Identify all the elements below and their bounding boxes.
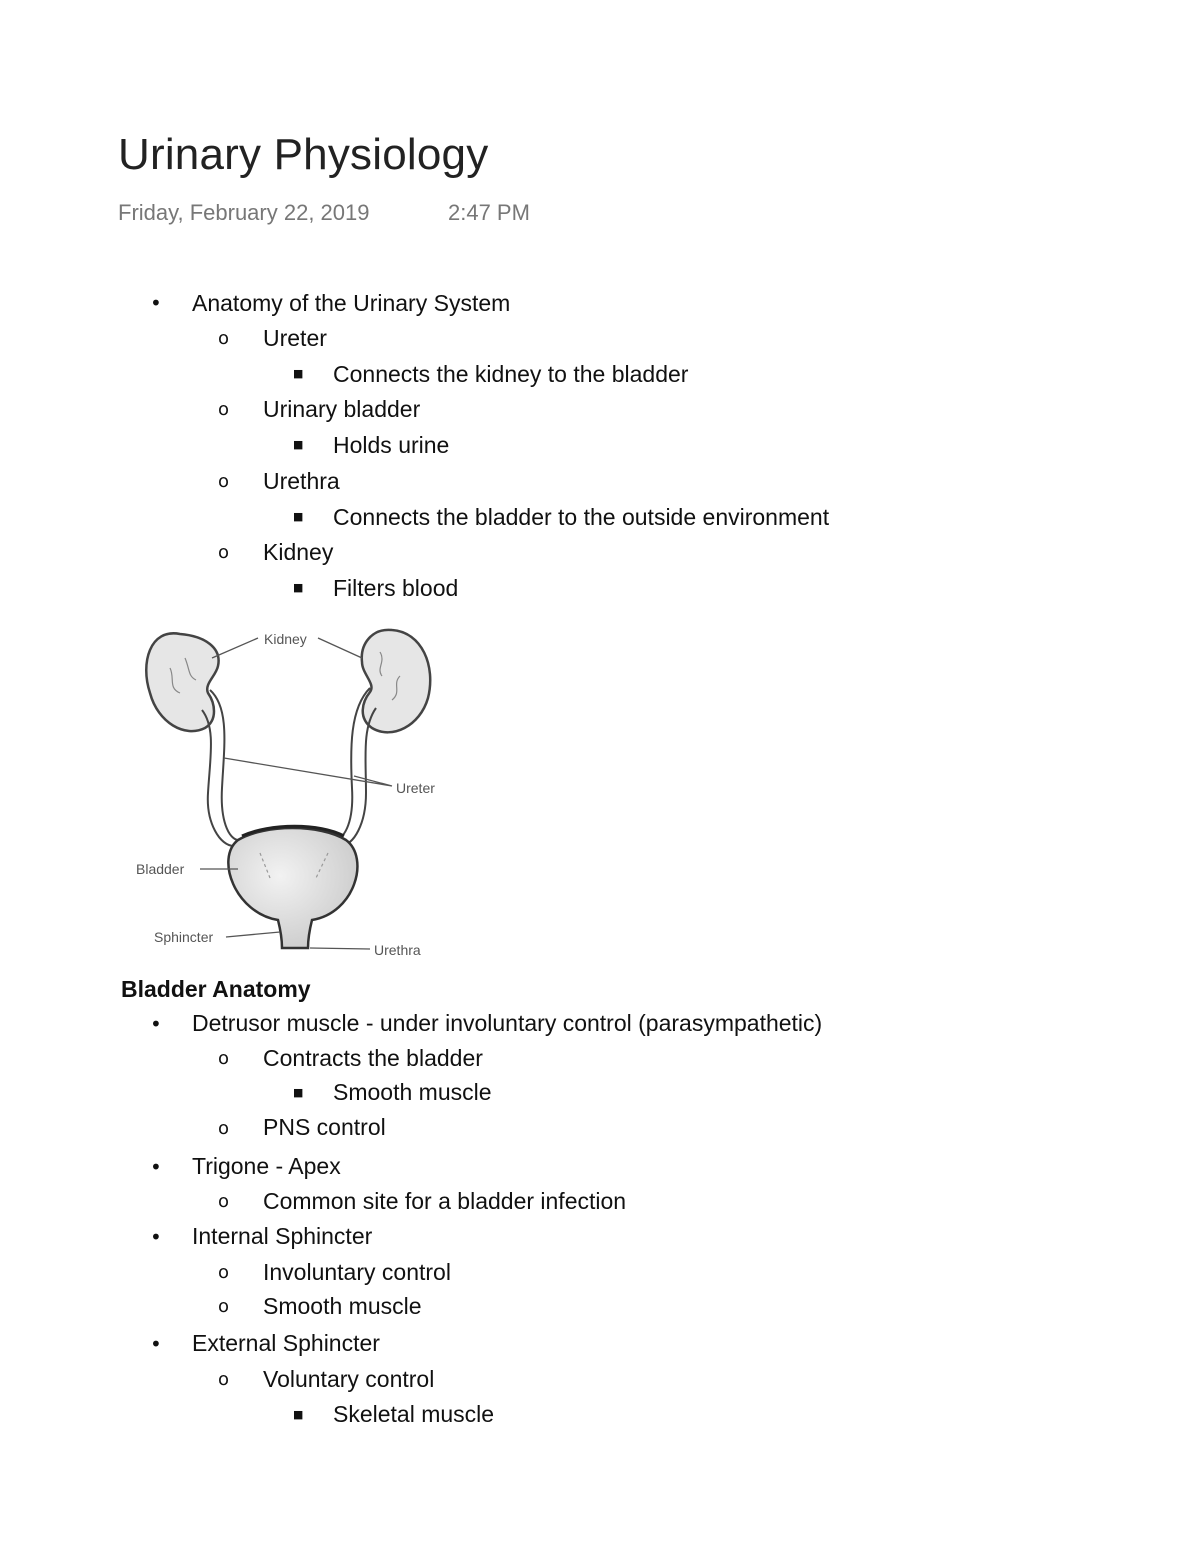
bladder-shape: [228, 828, 357, 948]
bullet-circle: o: [218, 1296, 230, 1317]
bullet-circle: o: [218, 471, 230, 492]
list-item-detail: Skeletal muscle: [333, 1401, 495, 1427]
bullet-square: ■: [293, 510, 304, 523]
section-heading: Bladder Anatomy: [121, 976, 311, 1002]
bullet-square: ■: [293, 438, 304, 451]
note-time: 2:47 PM: [448, 200, 530, 225]
bullet-square: ■: [293, 367, 304, 380]
bullet-square: ■: [293, 1086, 304, 1099]
list-item: Internal Sphincter: [192, 1223, 373, 1249]
bullet-disc: •: [150, 1012, 162, 1036]
list-item: External Sphincter: [192, 1330, 380, 1356]
list-item: Detrusor muscle - under involuntary control (parasympathetic): [192, 1010, 823, 1036]
diagram-label-urethra: Urethra: [374, 942, 421, 958]
list-item-detail: Holds urine: [333, 432, 450, 458]
anatomy-heading: Anatomy of the Urinary System: [192, 290, 511, 316]
left-kidney-shape: [146, 633, 218, 731]
bullet-circle: o: [218, 328, 230, 349]
bullet-circle: o: [218, 1118, 230, 1139]
diagram-label-bladder: Bladder: [136, 861, 185, 877]
bullet-circle: o: [218, 1369, 230, 1390]
diagram-label-ureter: Ureter: [396, 780, 435, 796]
bullet-disc: •: [150, 1225, 162, 1249]
diagram-label-sphincter: Sphincter: [154, 929, 214, 945]
list-item-detail: Smooth muscle: [333, 1079, 492, 1105]
list-item: Common site for a bladder infection: [263, 1188, 627, 1214]
list-item: Ureter: [263, 325, 327, 351]
list-item: Urinary bladder: [263, 396, 421, 422]
bullet-disc: •: [150, 291, 162, 315]
list-item: Involuntary control: [263, 1259, 451, 1285]
list-item-detail: Filters blood: [333, 575, 459, 601]
bullet-circle: o: [218, 1048, 230, 1069]
bullet-disc: •: [150, 1155, 162, 1179]
bullet-disc: •: [150, 1332, 162, 1356]
list-item: Smooth muscle: [263, 1293, 422, 1319]
bullet-square: ■: [293, 581, 304, 594]
diagram-label-kidney: Kidney: [264, 631, 307, 647]
bullet-square: ■: [293, 1408, 304, 1421]
list-item: Contracts the bladder: [263, 1045, 483, 1071]
list-item: Kidney: [263, 539, 334, 565]
note-date: Friday, February 22, 2019: [118, 200, 370, 225]
urinary-system-diagram: [130, 618, 450, 963]
list-item: Voluntary control: [263, 1366, 435, 1392]
list-item: Trigone - Apex: [192, 1153, 341, 1179]
bullet-circle: o: [218, 399, 230, 420]
list-item-detail: Connects the bladder to the outside environment: [333, 504, 830, 530]
bullet-circle: o: [218, 1191, 230, 1212]
page-title: Urinary Physiology: [118, 130, 489, 179]
bullet-circle: o: [218, 542, 230, 563]
list-item: PNS control: [263, 1114, 386, 1140]
list-item-detail: Connects the kidney to the bladder: [333, 361, 689, 387]
bullet-circle: o: [218, 1262, 230, 1283]
list-item: Urethra: [263, 468, 340, 494]
